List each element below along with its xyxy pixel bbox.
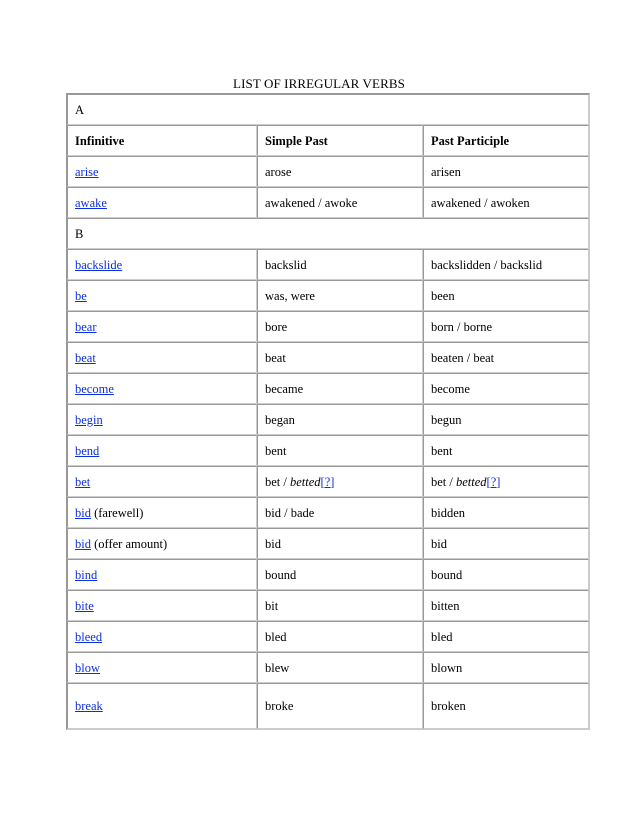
past-participle-cell xyxy=(423,249,589,280)
table-row xyxy=(67,311,589,342)
verb-link[interactable]: backslide xyxy=(75,257,123,272)
verb-link[interactable]: break xyxy=(75,699,103,713)
irregular-verbs-table xyxy=(66,93,590,730)
past-participle-cell-text: bound xyxy=(431,567,463,582)
table-row xyxy=(67,156,589,187)
simple-past-cell-text: bore xyxy=(265,319,288,334)
table-row xyxy=(67,497,589,528)
simple-past-cell xyxy=(257,280,423,311)
past-participle-cell-text: been xyxy=(431,288,455,303)
verb-link[interactable]: bend xyxy=(75,443,100,458)
past-participle-cell-text: become xyxy=(431,381,470,396)
past-participle-cell-text: arisen xyxy=(431,164,461,179)
verb-note: (offer amount) xyxy=(90,536,168,551)
past-participle-cell xyxy=(423,280,589,311)
verb-link[interactable]: blow xyxy=(75,660,100,675)
section-letter: B xyxy=(67,218,589,249)
infinitive-cell xyxy=(67,683,257,729)
past-participle-cell-text: bid xyxy=(431,536,447,551)
infinitive-cell xyxy=(67,466,257,497)
header-row xyxy=(67,125,589,156)
simple-past-cell xyxy=(257,342,423,373)
past-participle-cell-text: broken xyxy=(431,699,466,713)
table-row xyxy=(67,280,589,311)
past-participle-cell xyxy=(423,342,589,373)
simple-past-cell xyxy=(257,187,423,218)
table-row xyxy=(67,559,589,590)
past-participle-cell-text: backslidden / backslid xyxy=(431,257,543,272)
verb-link[interactable]: bid xyxy=(75,505,91,520)
simple-past-cell xyxy=(257,652,423,683)
citation-link[interactable]: [?] xyxy=(320,474,335,489)
infinitive-header: Infinitive xyxy=(67,125,257,156)
past-participle-cell xyxy=(423,311,589,342)
infinitive-cell xyxy=(67,342,257,373)
past-participle-cell-text: bitten xyxy=(431,598,460,613)
infinitive-cell xyxy=(67,497,257,528)
section-row xyxy=(67,218,589,249)
simple-past-cell xyxy=(257,683,423,729)
past-participle-cell xyxy=(423,528,589,559)
simple-past-cell xyxy=(257,435,423,466)
citation-link[interactable]: [?] xyxy=(486,474,501,489)
simple-past-cell-text: bled xyxy=(265,629,287,644)
section-row xyxy=(67,94,589,125)
past-participle-cell xyxy=(423,466,589,497)
table-row xyxy=(67,683,589,729)
table-row xyxy=(67,187,589,218)
simple-past-cell-text: backslid xyxy=(265,257,307,272)
simple-past-cell-text: became xyxy=(265,381,304,396)
simple-past-cell-text: awakened / awoke xyxy=(265,195,358,210)
infinitive-cell xyxy=(67,311,257,342)
infinitive-cell xyxy=(67,435,257,466)
simple-past-cell-text: bit xyxy=(265,598,279,613)
simple-past-cell xyxy=(257,249,423,280)
past-participle-cell-text: beaten / beat xyxy=(431,350,495,365)
past-participle-cell-text: born / borne xyxy=(431,319,493,334)
verb-link[interactable]: begin xyxy=(75,412,103,427)
table-row xyxy=(67,342,589,373)
verb-link[interactable]: become xyxy=(75,381,114,396)
table-row xyxy=(67,528,589,559)
past-participle-cell-text: awakened / awoken xyxy=(431,195,530,210)
table-row xyxy=(67,373,589,404)
simple-past-cell-variant: betted xyxy=(290,474,321,489)
infinitive-cell xyxy=(67,621,257,652)
past-participle-cell xyxy=(423,404,589,435)
past-participle-cell xyxy=(423,156,589,187)
past-participle-cell xyxy=(423,373,589,404)
verb-link[interactable]: bear xyxy=(75,319,97,334)
simple-past-cell-text: bid xyxy=(265,536,281,551)
table-row xyxy=(67,249,589,280)
infinitive-cell xyxy=(67,404,257,435)
page-title: LIST OF IRREGULAR VERBS xyxy=(233,76,405,91)
simple-past-cell-text: bid / bade xyxy=(265,505,315,520)
simple-past-cell xyxy=(257,311,423,342)
simple-past-cell-text: beat xyxy=(265,350,286,365)
past-participle-cell-variant: betted xyxy=(456,474,487,489)
infinitive-cell xyxy=(67,187,257,218)
infinitive-cell xyxy=(67,249,257,280)
past-participle-cell xyxy=(423,683,589,729)
infinitive-cell xyxy=(67,590,257,621)
table-row xyxy=(67,466,589,497)
verb-link[interactable]: bind xyxy=(75,567,98,582)
table-body xyxy=(67,94,589,729)
past-participle-cell xyxy=(423,497,589,528)
verb-link[interactable]: beat xyxy=(75,350,96,365)
infinitive-cell xyxy=(67,652,257,683)
simple-past-cell xyxy=(257,528,423,559)
past-participle-cell xyxy=(423,621,589,652)
past-participle-cell-text: blown xyxy=(431,660,463,675)
simple-past-cell-text: bent xyxy=(265,443,287,458)
verb-link[interactable]: bite xyxy=(75,598,94,613)
simple-past-cell-text: bet / xyxy=(265,474,290,489)
simple-past-cell xyxy=(257,559,423,590)
past-participle-cell xyxy=(423,187,589,218)
past-participle-cell xyxy=(423,652,589,683)
verb-link[interactable]: bet xyxy=(75,474,91,489)
infinitive-cell xyxy=(67,280,257,311)
verb-link[interactable]: awake xyxy=(75,195,107,210)
simple-past-cell xyxy=(257,590,423,621)
verb-link[interactable]: bleed xyxy=(75,629,103,644)
verb-link[interactable]: arise xyxy=(75,164,99,179)
simple-past-cell-text: arose xyxy=(265,164,292,179)
table-row xyxy=(67,435,589,466)
infinitive-cell xyxy=(67,528,257,559)
past-participle-cell xyxy=(423,435,589,466)
verb-note: (farewell) xyxy=(90,505,144,520)
simple-past-cell-text: broke xyxy=(265,699,294,713)
simple-past-cell xyxy=(257,466,423,497)
past-participle-cell-text: begun xyxy=(431,412,462,427)
past-participle-cell-text: bet / xyxy=(431,474,456,489)
past-participle-cell xyxy=(423,590,589,621)
table-row xyxy=(67,621,589,652)
simple-past-cell-text: blew xyxy=(265,660,290,675)
simple-past-cell xyxy=(257,373,423,404)
simple-past-cell xyxy=(257,497,423,528)
table-row xyxy=(67,590,589,621)
infinitive-cell xyxy=(67,559,257,590)
simple-past-header: Simple Past xyxy=(257,125,423,156)
past-participle-cell-text: bidden xyxy=(431,505,466,520)
simple-past-cell xyxy=(257,621,423,652)
simple-past-cell-text: began xyxy=(265,412,295,427)
past-participle-cell xyxy=(423,559,589,590)
infinitive-cell xyxy=(67,373,257,404)
table-row xyxy=(67,404,589,435)
table-row xyxy=(67,652,589,683)
simple-past-cell-text: was, were xyxy=(265,288,315,303)
verb-link[interactable]: be xyxy=(75,288,87,303)
simple-past-cell xyxy=(257,404,423,435)
infinitive-cell xyxy=(67,156,257,187)
simple-past-cell-text: bound xyxy=(265,567,297,582)
simple-past-cell xyxy=(257,156,423,187)
verb-link[interactable]: bid xyxy=(75,536,91,551)
section-letter: A xyxy=(67,94,589,125)
past-participle-header: Past Participle xyxy=(423,125,589,156)
past-participle-cell-text: bled xyxy=(431,629,453,644)
past-participle-cell-text: bent xyxy=(431,443,453,458)
